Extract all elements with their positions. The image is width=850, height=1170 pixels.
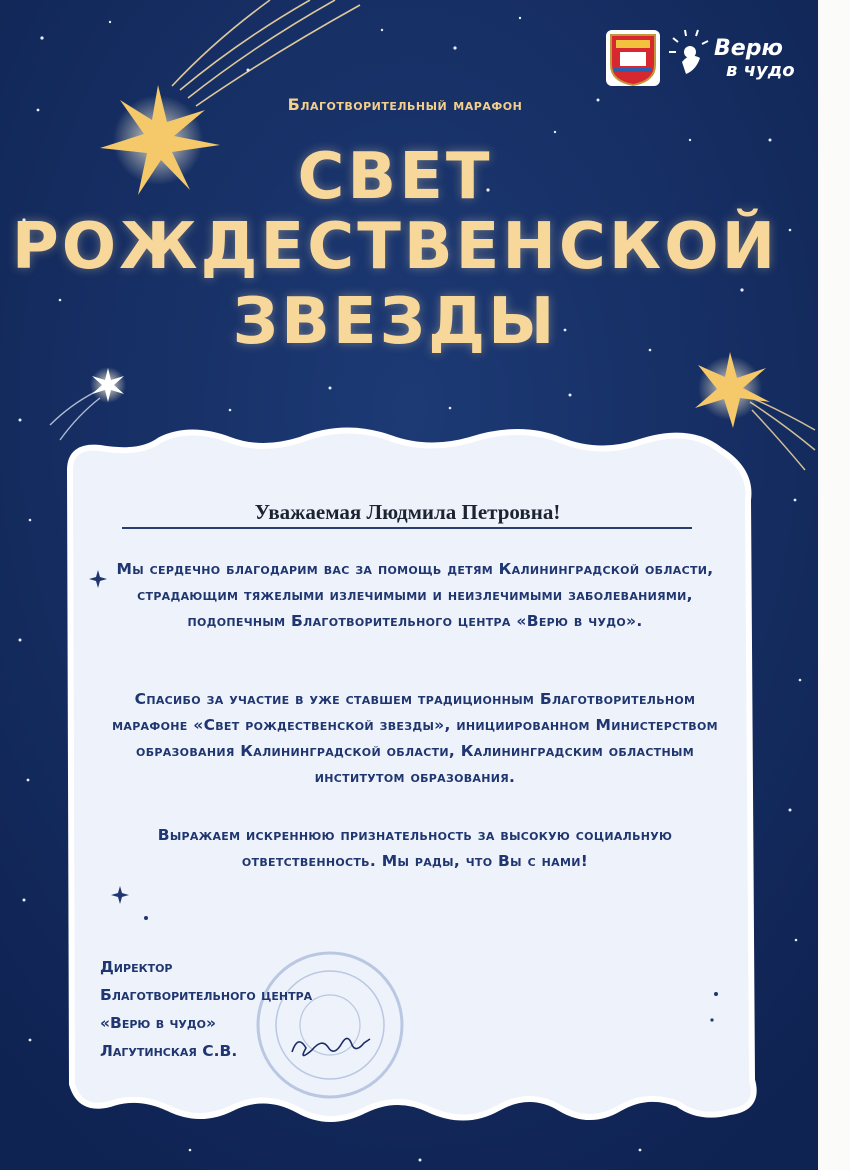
marathon-label: Благотворительный марафон: [287, 95, 523, 114]
kaliningrad-coat-of-arms-icon: [606, 30, 660, 86]
signature-organization: Благотворительного центра: [100, 986, 313, 1004]
paper-margin: [818, 0, 850, 1170]
white-star-icon: [90, 367, 126, 403]
paragraph-participation: Спасибо за участие в уже ставшем традиционным Благотворительном марафоне «Свет рождественской звезды», инициированном Министерством образования Калининградской области, Калининградским областным институтом образования.: [112, 690, 718, 786]
title-line-1: СВЕТ: [297, 140, 493, 214]
title-line-3: ЗВЕЗДЫ: [232, 285, 558, 359]
greeting-underline: [122, 527, 692, 529]
logo-word-v-chudo: в чудо: [726, 60, 795, 81]
paragraph-thanks: Мы сердечно благодарим вас за помощь детям Калининградской области, страдающим тяжелыми излечимыми и неизлечимыми заболеваниями, подопечным Благотворительного центра «Верю в чудо».: [116, 560, 714, 630]
paragraph-gratitude: Выражаем искреннюю признательность за высокую социальную ответственность. Мы рады, что Вы с нами!: [157, 826, 673, 870]
logo-word-veryu: Верю: [714, 36, 783, 61]
greeting: Уважаемая Людмила Петровна!: [254, 500, 561, 524]
title-line-2: РОЖДЕСТВЕНСКОЙ: [11, 210, 779, 284]
signature-name: Лагутинская С.В.: [100, 1042, 238, 1060]
signature-title: Директор: [100, 958, 173, 976]
signature-organization-name: «Верю в чудо»: [100, 1014, 217, 1032]
